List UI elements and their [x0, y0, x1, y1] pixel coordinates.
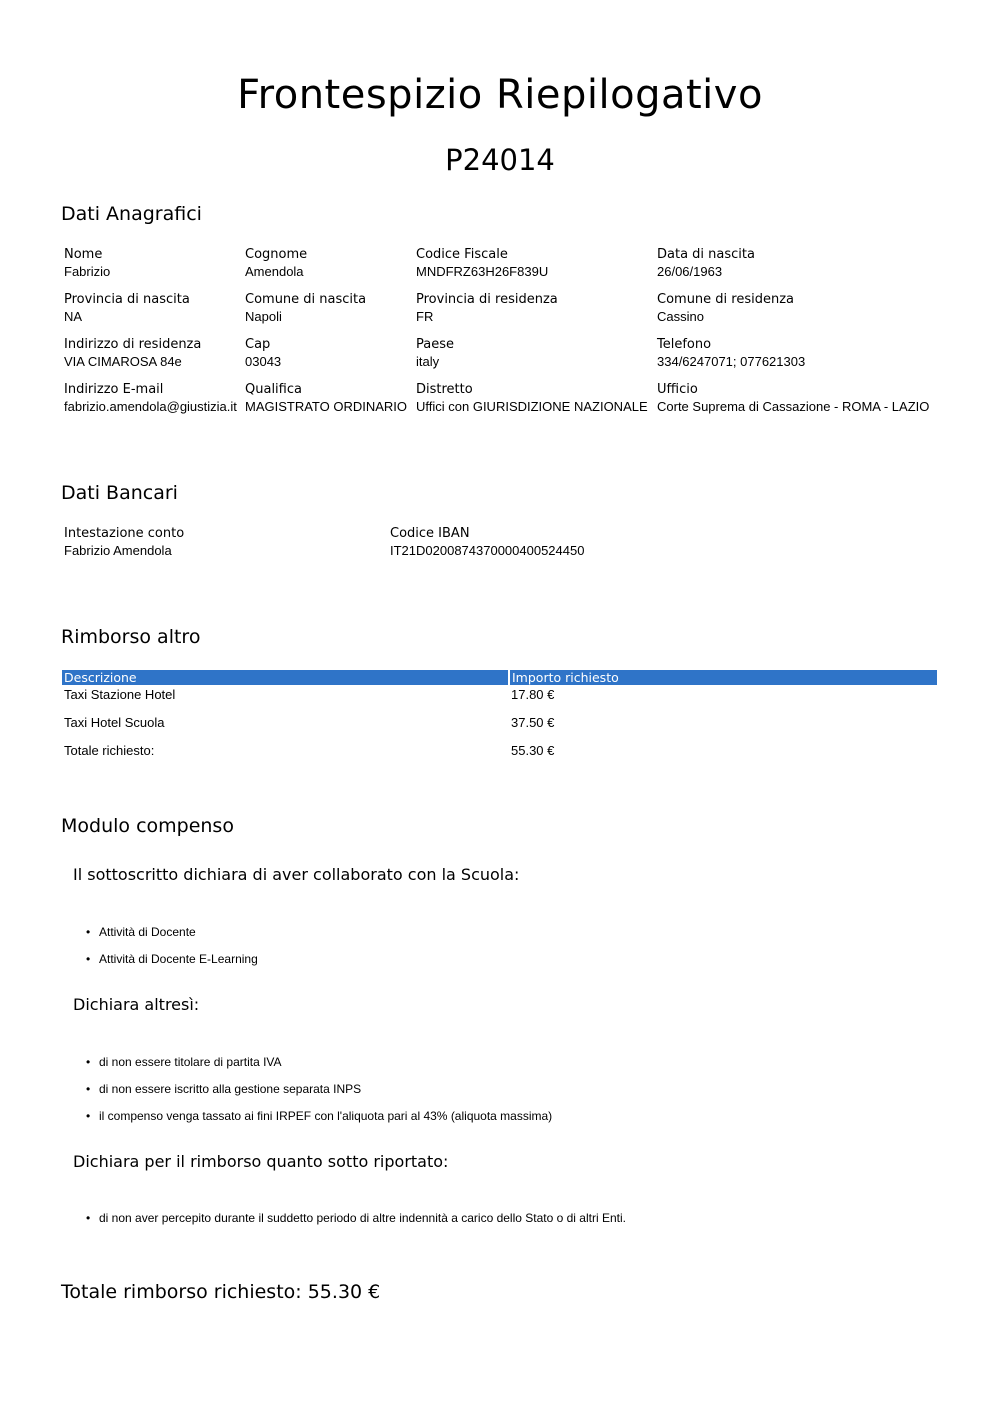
- field-label-ufficio: Ufficio: [657, 382, 698, 397]
- field-label-comune-nascita: Comune di nascita: [245, 292, 367, 307]
- list-item: • Attività di Docente: [84, 925, 258, 952]
- field-value-email: fabrizio.amendola@giustizia.it: [64, 399, 237, 414]
- field-value-provincia-nascita: NA: [64, 309, 83, 324]
- field-value-intestazione: Fabrizio Amendola: [64, 543, 172, 558]
- list-item: • di non essere titolare di partita IVA: [84, 1055, 552, 1082]
- rimborso-list: [84, 1211, 626, 1238]
- field-value-comune-residenza: Cassino: [657, 309, 704, 324]
- field-label-indirizzo: Indirizzo di residenza: [64, 337, 202, 352]
- collab-intro: Il sottoscritto dichiara di aver collaborato con la Scuola:: [73, 865, 520, 884]
- field-label-codice-fiscale: Codice Fiscale: [416, 247, 508, 262]
- field-label-provincia-residenza: Provincia di residenza: [416, 292, 558, 307]
- field-value-cognome: Amendola: [245, 264, 304, 279]
- field-label-distretto: Distretto: [416, 382, 473, 397]
- practice-code: P24014: [445, 143, 555, 177]
- field-value-cap: 03043: [245, 354, 282, 369]
- field-value-indirizzo: VIA CIMAROSA 84e: [64, 354, 182, 369]
- table-cell-amount: 17.80 €: [511, 687, 555, 702]
- altresi-list: [84, 1055, 552, 1136]
- field-label-cognome: Cognome: [245, 247, 308, 262]
- table-cell-desc: Taxi Stazione Hotel: [64, 687, 176, 702]
- table-header-importo: Importo richiesto: [510, 670, 937, 685]
- field-value-qualifica: MAGISTRATO ORDINARIO: [245, 399, 408, 414]
- collab-list: [84, 925, 258, 979]
- field-label-telefono: Telefono: [657, 337, 712, 352]
- field-label-paese: Paese: [416, 337, 454, 352]
- table-header-descrizione: Descrizione: [62, 670, 508, 685]
- field-value-data-nascita: 26/06/1963: [657, 264, 723, 279]
- field-value-codice-fiscale: MNDFRZ63H26F839U: [416, 264, 549, 279]
- table-cell-amount: 37.50 €: [511, 715, 555, 730]
- list-item: • di non aver percepito durante il suddetto periodo di altre indennità a carico dello Stato o di altri Enti.: [84, 1211, 626, 1238]
- field-label-provincia-nascita: Provincia di nascita: [64, 292, 190, 307]
- field-value-iban: IT21D0200874370000400524450: [390, 543, 585, 558]
- table-cell-total-amount: 55.30 €: [511, 743, 555, 758]
- list-item: • il compenso venga tassato ai fini IRPEF con l'aliquota pari al 43% (aliquota massima): [84, 1109, 552, 1136]
- field-label-cap: Cap: [245, 337, 271, 352]
- field-value-telefono: 334/6247071; 077621303: [657, 354, 806, 369]
- field-value-ufficio: Corte Suprema di Cassazione - ROMA - LAZIO: [657, 399, 930, 414]
- table-cell-total-label: Totale richiesto:: [64, 743, 155, 758]
- page-title: Frontespizio Riepilogativo: [237, 72, 763, 118]
- section-heading-bancari: Dati Bancari: [61, 482, 178, 504]
- section-heading-anagrafici: Dati Anagrafici: [61, 203, 202, 225]
- field-value-comune-nascita: Napoli: [245, 309, 282, 324]
- field-value-provincia-residenza: FR: [416, 309, 434, 324]
- field-value-paese: italy: [416, 354, 440, 369]
- field-value-distretto: Uffici con GIURISDIZIONE NAZIONALE: [416, 399, 648, 414]
- field-label-email: Indirizzo E-mail: [64, 382, 164, 397]
- section-heading-compenso: Modulo compenso: [61, 815, 234, 837]
- list-item: • Attività di Docente E-Learning: [84, 952, 258, 979]
- field-label-data-nascita: Data di nascita: [657, 247, 755, 262]
- field-value-nome: Fabrizio: [64, 264, 111, 279]
- field-label-iban: Codice IBAN: [390, 526, 470, 541]
- field-label-comune-residenza: Comune di residenza: [657, 292, 795, 307]
- list-item: • di non essere iscritto alla gestione separata INPS: [84, 1082, 552, 1109]
- table-cell-desc: Taxi Hotel Scuola: [64, 715, 165, 730]
- total-reimbursement: Totale rimborso richiesto: 55.30 €: [61, 1281, 381, 1303]
- altresi-intro: Dichiara altresì:: [73, 995, 200, 1014]
- section-heading-rimborso: Rimborso altro: [61, 626, 201, 648]
- rimborso-intro: Dichiara per il rimborso quanto sotto riportato:: [73, 1152, 449, 1171]
- field-label-qualifica: Qualifica: [245, 382, 302, 397]
- field-label-intestazione: Intestazione conto: [64, 526, 185, 541]
- field-label-nome: Nome: [64, 247, 103, 262]
